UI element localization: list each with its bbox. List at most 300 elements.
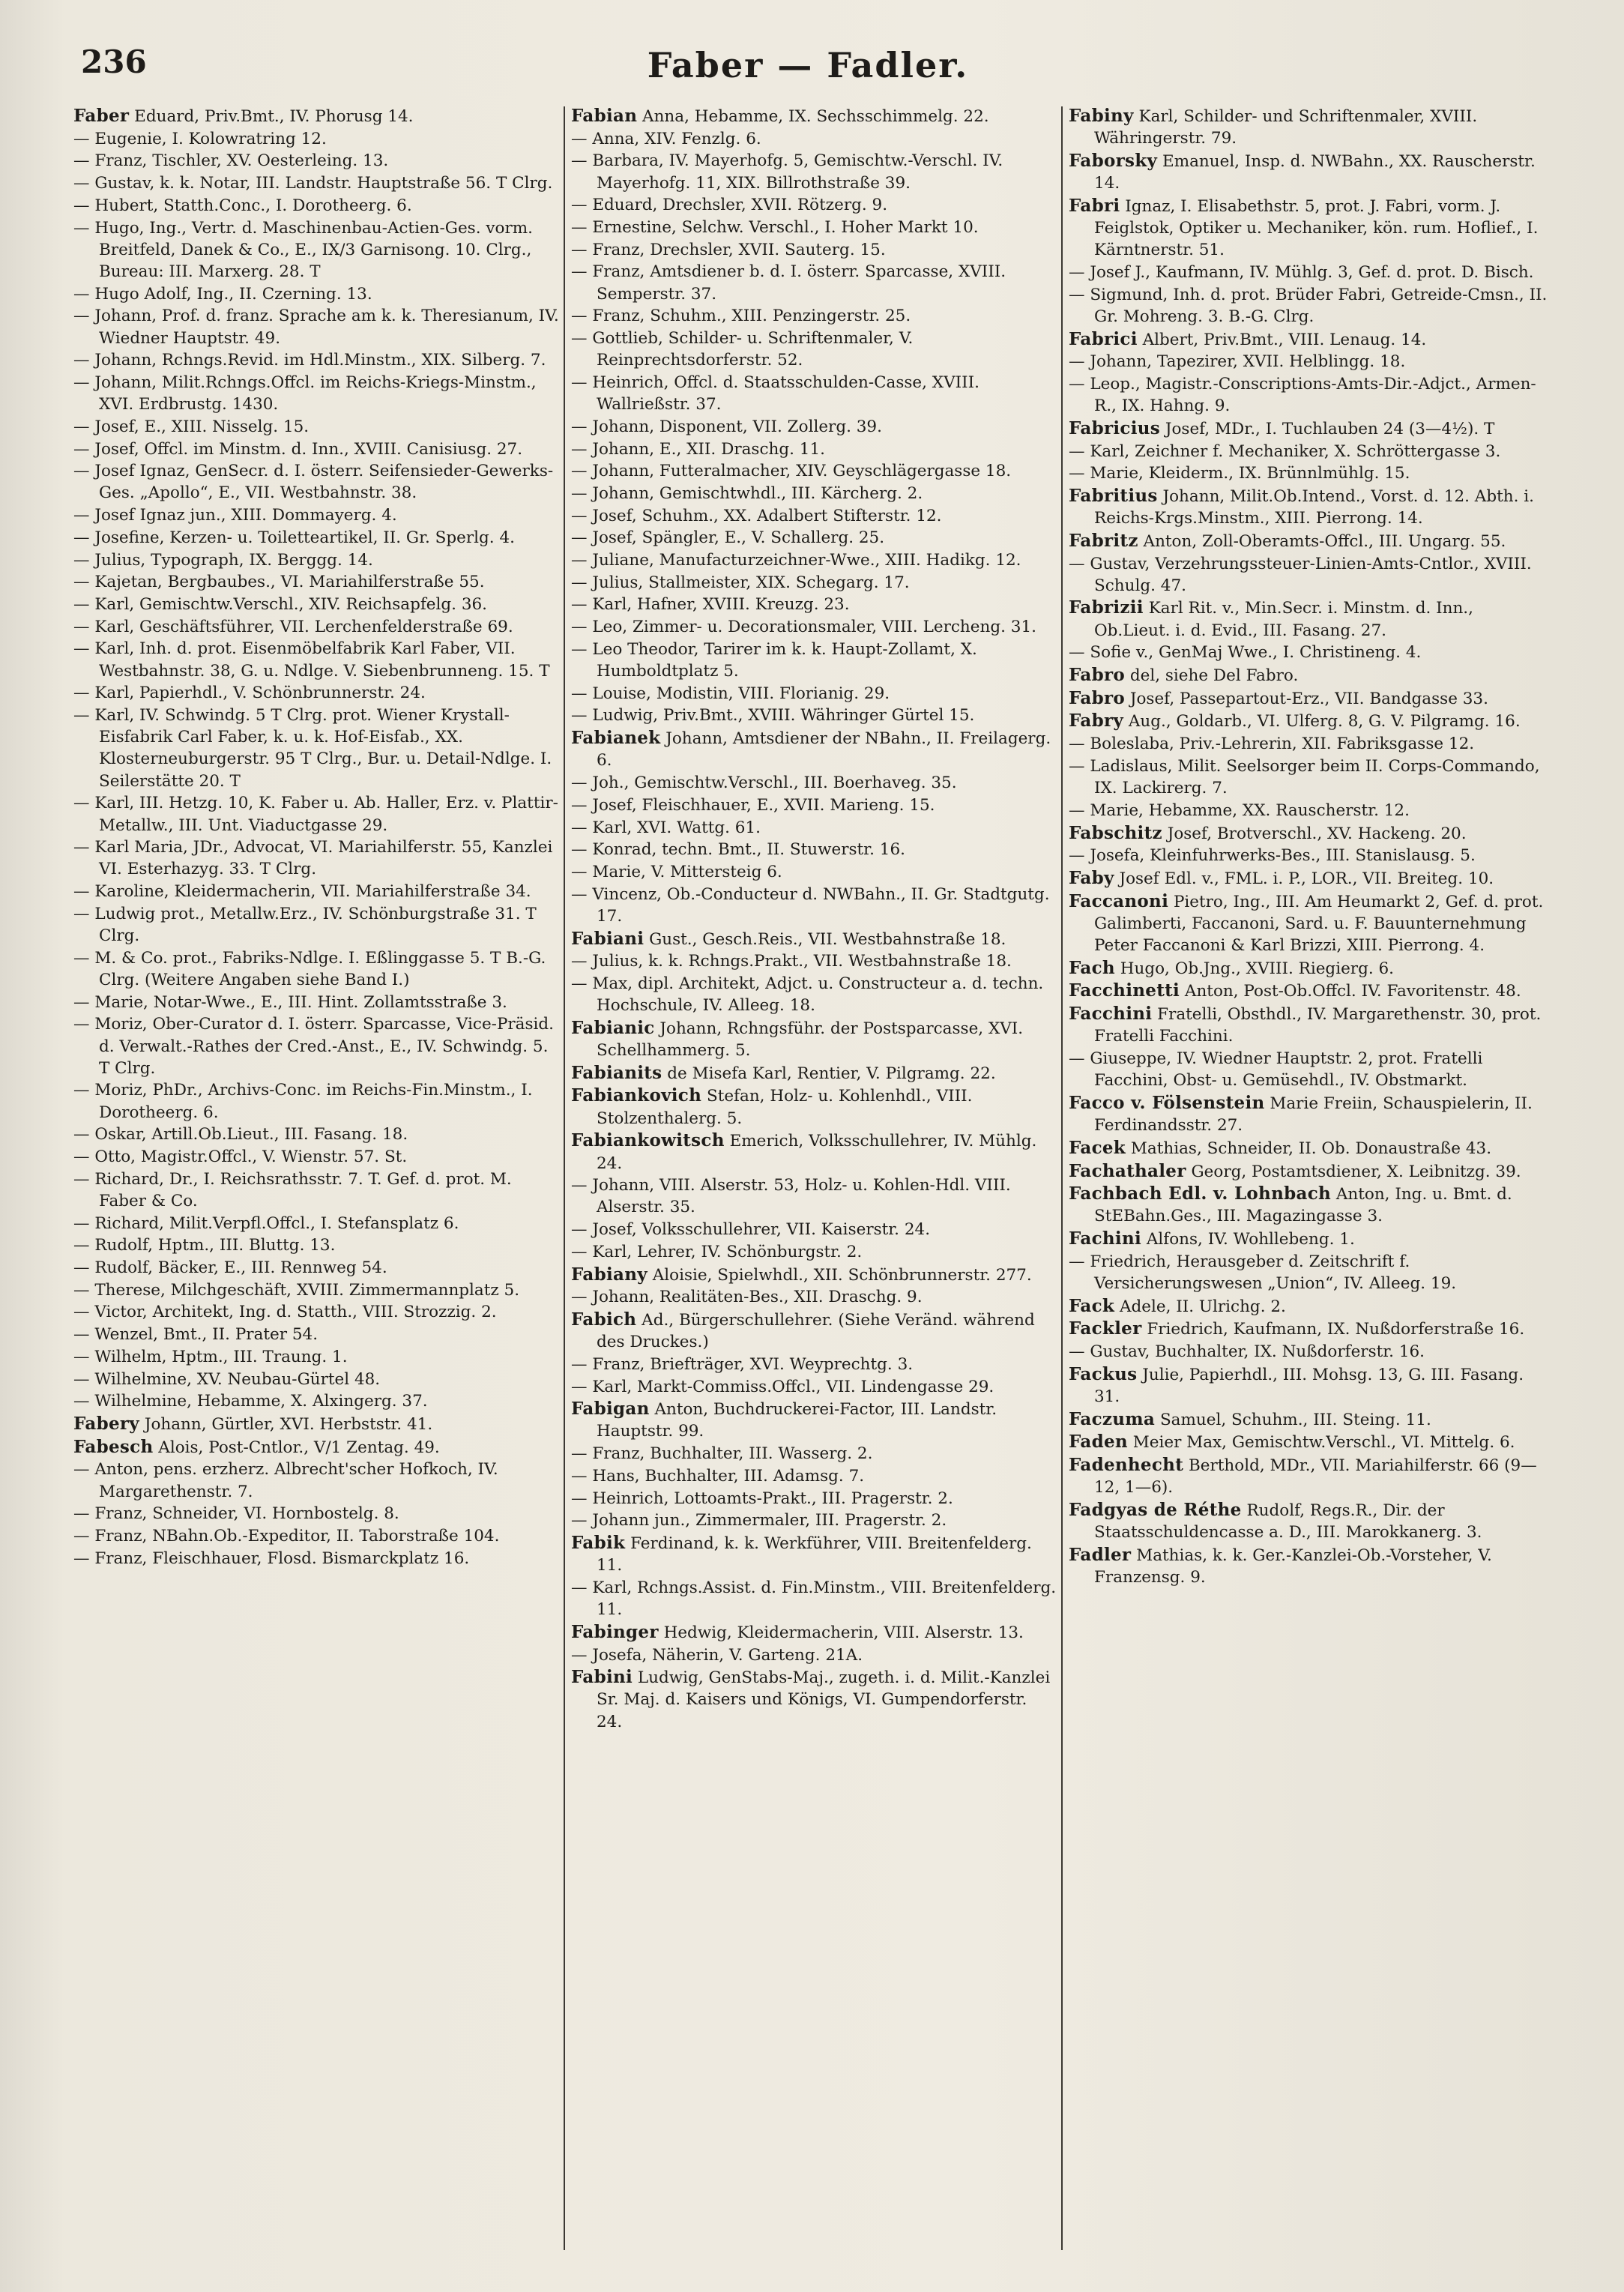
directory-entry: [73, 836, 559, 880]
page-header: [81, 43, 1535, 96]
entry-surname: Fabri: [1069, 195, 1120, 216]
directory-entry: [571, 261, 1057, 304]
entry-text: — Joh., Gemischtw.Verschl., III. Boerhaveg. 35.: [571, 773, 957, 793]
directory-entry: [73, 460, 559, 504]
directory-entry: [73, 1213, 559, 1234]
directory-entry: [571, 1219, 1057, 1240]
entry-text: Berthold, MDr., VII. Mariahilferstr. 66 (9—12, 1—6).: [1094, 1456, 1537, 1498]
directory-entry: [73, 1279, 559, 1301]
entry-text: Friedrich, Kaufmann, IX. Nußdorferstraße 16.: [1141, 1320, 1525, 1339]
entry-surname: Fachbach Edl. v. Lohnbach: [1069, 1183, 1332, 1204]
directory-entry: [1069, 867, 1554, 890]
entry-text: — Karl, Geschäftsführer, VII. Lerchenfelderstraße 69.: [73, 617, 513, 636]
directory-entry: [73, 947, 559, 991]
directory-entry: [73, 903, 559, 947]
directory-entry: [1069, 1003, 1554, 1047]
directory-entry: [571, 884, 1057, 927]
entry-text: — Franz, Tischler, XV. Oesterleing. 13.: [73, 151, 389, 171]
entry-text: — Ludwig, Priv.Bmt., XVIII. Währinger Gürtel 15.: [571, 706, 975, 726]
entry-text: — Josef Ignaz jun., XIII. Dommayerg. 4.: [73, 506, 397, 525]
entry-text: — Marie, V. Mittersteig 6.: [571, 862, 782, 881]
entry-text: — Josefine, Kerzen- u. Toiletteartikel, II. Gr. Sperlg. 4.: [73, 528, 515, 547]
directory-entry: [571, 772, 1057, 794]
entry-text: — Karl, Rchngs.Assist. d. Fin.Minstm., VIII. Breitenfelderg. 11.: [571, 1578, 1057, 1620]
entry-surname: Fabry: [1069, 711, 1124, 732]
directory-entry: [1069, 328, 1554, 351]
directory-entry: [73, 105, 559, 127]
directory-entry: [571, 217, 1057, 238]
directory-entry: [571, 194, 1057, 216]
entry-surname: Faczuma: [1069, 1408, 1156, 1429]
entry-surname: Fackus: [1069, 1363, 1138, 1384]
directory-entry: [1069, 1408, 1554, 1431]
entry-surname: Fadenhecht: [1069, 1455, 1184, 1476]
entry-text: — Wenzel, Bmt., II. Prater 54.: [73, 1325, 319, 1345]
directory-entry: [73, 1548, 559, 1569]
directory-entry: [1069, 1341, 1554, 1363]
entry-surname: Fabik: [571, 1533, 626, 1553]
directory-entry: [571, 105, 1057, 127]
directory-entry: [571, 239, 1057, 261]
entry-text: — Julius, Typograph, IX. Berggg. 14.: [73, 550, 373, 570]
directory-entry: [73, 682, 559, 704]
entry-text: — Sigmund, Inh. d. prot. Brüder Fabri, Getreide-Cmsn., II. Gr. Mohreng. 3. B.-G. Clrg.: [1069, 285, 1548, 326]
entry-text: Johann, Gürtler, XVI. Herbststr. 41.: [139, 1414, 433, 1434]
entry-text: — Johann, Futteralmacher, XIV. Geyschlägergasse 18.: [571, 462, 1012, 481]
entry-surname: Fabigan: [571, 1399, 650, 1420]
directory-entry: [73, 504, 559, 526]
directory-entry: [73, 549, 559, 571]
entry-text: — Heinrich, Lottoamts-Prakt., III. Pragerstr. 2.: [571, 1489, 953, 1508]
entry-text: Fratelli, Obsthdl., IV. Margarethenstr. 30, prot. Fratelli Facchini.: [1094, 1005, 1542, 1046]
directory-entry: [571, 727, 1057, 771]
entry-text: — Marie, Notar-Wwe., E., III. Hint. Zollamtsstraße 3.: [73, 992, 507, 1012]
entry-text: — Juliane, Manufacturzeichner-Wwe., XIII. Hadikg. 12.: [571, 551, 1021, 570]
entry-text: Alfons, IV. Wohllebeng. 1.: [1141, 1230, 1355, 1249]
entry-text: Pietro, Ing., III. Am Heumarkt 2, Gef. d. prot. Galimberti, Faccanoni, Sard. u. F. Bauunternehmung Peter Faccanoni & Karl Brizzi, XIII. Pierrong. 4.: [1094, 892, 1544, 956]
entry-text: — Josef Ignaz, GenSecr. d. I. österr. Seifensieder-Gewerks-Ges. „Apollo“, E., VII. Westbahnstr. 38.: [73, 462, 554, 503]
entry-text: — Karl, IV. Schwindg. 5 T Clrg. prot. Wiener Krystall-Eisfabrik Carl Faber, k. u. k. Hof-Eisfab., XX. Klosterneuburgerstr. 95 T Clrg., Bur. u. Detail-Ndlge. I. Seilerstätte 20. T: [73, 705, 552, 791]
entry-text: Alois, Post-Cntlor., V/1 Zentag. 49.: [153, 1438, 440, 1457]
directory-entry: [1069, 485, 1554, 529]
directory-entry: [1069, 890, 1554, 957]
entry-text: — Josef, E., XIII. Nisselg. 15.: [73, 417, 310, 436]
entry-text: — Johann, Prof. d. franz. Sprache am k. k. Theresianum, IV. Wiedner Hauptstr. 49.: [73, 307, 559, 348]
directory-entry: [1069, 1318, 1554, 1340]
entry-surname: Fadgyas de Réthe: [1069, 1500, 1242, 1521]
directory-entry: [1069, 710, 1554, 732]
directory-entry: [1069, 462, 1554, 484]
directory-entry: [571, 1621, 1057, 1644]
directory-entry: [571, 861, 1057, 883]
entry-text: — Julius, k. k. Rchngs.Prakt., VII. Westbahnstraße 18.: [571, 952, 1012, 971]
entry-text: — Hugo, Ing., Vertr. d. Maschinenbau-Actien-Ges. vorm. Breitfeld, Danek & Co., E., IX/3 Garnisong. 10. Clrg., Bureau: III. Marxerg. 28. T: [73, 218, 533, 281]
entry-text: — Josef, Volksschullehrer, VII. Kaiserstr. 24.: [571, 1220, 931, 1240]
directory-entry: [571, 1577, 1057, 1620]
directory-entry: [1069, 530, 1554, 552]
directory-entry: [1069, 351, 1554, 373]
entry-text: — Karl, Gemischtw.Verschl., XIV. Reichsapfelg. 36.: [73, 594, 488, 614]
entry-surname: Fabesch: [73, 1436, 154, 1457]
directory-entry: [73, 283, 559, 305]
directory-entry: [571, 505, 1057, 527]
entry-text: — Johann, Tapezirer, XVII. Helblingg. 18.: [1069, 352, 1406, 372]
entry-text: Anna, Hebamme, IX. Sechsschimmelg. 22.: [637, 107, 989, 126]
entry-surname: Fabian: [571, 106, 638, 126]
directory-entry: [73, 195, 559, 217]
entry-text: Emanuel, Insp. d. NWBahn., XX. Rauscherstr. 14.: [1094, 151, 1536, 193]
entry-text: Ludwig, GenStabs-Maj., zugeth. i. d. Milit.-Kanzlei Sr. Maj. d. Kaisers und Königs, VI. Gumpendorferstr. 24.: [597, 1668, 1051, 1731]
directory-entry: [73, 1346, 559, 1368]
column-right: [1069, 105, 1554, 2264]
entry-text: — Friedrich, Herausgeber d. Zeitschrift f. Versicherungswesen „Union“, IV. Alleeg. 19.: [1069, 1252, 1457, 1294]
directory-entry: [571, 1666, 1057, 1733]
directory-entry: [1069, 800, 1554, 821]
entry-text: — Giuseppe, IV. Wiedner Hauptstr. 2, prot. Fratelli Facchini, Obst- u. Gemüsehdl., IV. Obstmarkt.: [1069, 1049, 1483, 1091]
directory-entry: [571, 1354, 1057, 1375]
directory-entry: [1069, 1295, 1554, 1318]
entry-text: Johann, Amtsdiener der NBahn., II. Freilagerg. 6.: [597, 729, 1051, 770]
entry-surname: Fabery: [73, 1413, 139, 1434]
directory-entry: [571, 928, 1057, 950]
entry-surname: Fabinger: [571, 1621, 659, 1642]
directory-entry: [571, 549, 1057, 571]
directory-entry: [571, 1309, 1057, 1353]
entry-text: Gust., Gesch.Reis., VII. Westbahnstraße 18.: [644, 929, 1006, 949]
entry-text: Johann, Rchngsführ. der Postsparcasse, XVI. Schellhammerg. 5.: [597, 1019, 1024, 1061]
directory-entry: [1069, 1251, 1554, 1294]
directory-entry: [1069, 664, 1554, 687]
entry-text: Johann, Milit.Ob.Intend., Vorst. d. 12. Abth. i. Reichs-Krgs.Minstm., XIII. Pierrong. 14.: [1094, 486, 1534, 528]
entry-text: — Karl, Zeichner f. Mechaniker, X. Schröttergasse 3.: [1069, 441, 1501, 461]
directory-entry: [73, 128, 559, 150]
entry-text: — Franz, Drechsler, XVII. Sauterg. 15.: [571, 240, 886, 259]
entry-surname: Faccanoni: [1069, 890, 1169, 911]
entry-text: — Moriz, PhDr., Archivs-Conc. im Reichs-Fin.Minstm., I. Dorotheerg. 6.: [73, 1081, 533, 1122]
directory-entry: [73, 594, 559, 615]
entry-surname: Fachathaler: [1069, 1160, 1186, 1181]
entry-surname: Faborsky: [1069, 150, 1158, 171]
directory-entry: [571, 1264, 1057, 1286]
directory-entry: [73, 705, 559, 792]
entry-text: Adele, II. Ulrichg. 2.: [1114, 1297, 1286, 1316]
entry-text: — Karl, Lehrer, IV. Schönburgstr. 2.: [571, 1242, 863, 1261]
entry-text: — Josef J., Kaufmann, IV. Mühlg. 3, Gef. d. prot. D. Bisch.: [1069, 262, 1534, 282]
directory-entry: [571, 128, 1057, 150]
directory-entry: [73, 438, 559, 460]
entry-text: — Gustav, Verzehrungssteuer-Linien-Amts-Cntlor., XVIII. Schulg. 47.: [1069, 554, 1532, 595]
entry-surname: Fackler: [1069, 1318, 1142, 1339]
entry-text: — Josefa, Kleinfuhrwerks-Bes., III. Stanislausg. 5.: [1069, 846, 1476, 866]
directory-entry: [73, 527, 559, 549]
directory-entry: [571, 328, 1057, 371]
entry-text: Josef, MDr., I. Tuchlauben 24 (3—4½). T: [1160, 419, 1495, 438]
directory-entry: [73, 1459, 559, 1502]
directory-entry: [571, 416, 1057, 438]
directory-entry: [73, 1436, 559, 1459]
entry-text: Anton, Ing. u. Bmt. d. StEBahn.Ges., III. Magazingasse 3.: [1094, 1185, 1512, 1226]
directory-entry: [73, 305, 559, 349]
directory-columns: [73, 105, 1557, 2264]
directory-entry: [1069, 1092, 1554, 1136]
entry-text: Marie Freiin, Schauspielerin, II. Ferdinandsstr. 27.: [1094, 1094, 1533, 1136]
entry-text: — Rudolf, Bäcker, E., III. Rennweg 54.: [73, 1258, 387, 1278]
entry-surname: Fabiany: [571, 1264, 648, 1285]
directory-entry: [73, 349, 559, 371]
directory-entry: [571, 438, 1057, 460]
directory-entry: [571, 683, 1057, 705]
directory-entry: [1069, 105, 1554, 149]
entry-surname: Fabianits: [571, 1062, 662, 1083]
directory-entry: [1069, 1048, 1554, 1091]
entry-text: — Karoline, Kleidermacherin, VII. Mariahilferstraße 34.: [73, 882, 531, 902]
directory-entry: [73, 416, 559, 438]
directory-entry: [571, 1174, 1057, 1218]
directory-entry: [73, 1079, 559, 1123]
entry-text: Mathias, Schneider, II. Ob. Donaustraße 43.: [1126, 1139, 1492, 1158]
directory-entry: [73, 1124, 559, 1145]
directory-entry: [1069, 642, 1554, 663]
entry-text: — Josef, Schuhm., XX. Adalbert Stifterstr. 12.: [571, 506, 942, 525]
directory-entry: [1069, 1228, 1554, 1250]
directory-entry: [73, 792, 559, 836]
entry-text: — Ludwig prot., Metallw.Erz., IV. Schönburgstraße 31. T Clrg.: [73, 904, 537, 946]
directory-entry: [571, 705, 1057, 726]
entry-text: — Franz, NBahn.Ob.-Expeditor, II. Taborstraße 104.: [73, 1527, 500, 1545]
entry-text: — Boleslaba, Priv.-Lehrerin, XII. Fabriksgasse 12.: [1069, 735, 1475, 754]
entry-text: del, siehe Del Fabro.: [1125, 666, 1299, 686]
directory-entry: [1069, 1160, 1554, 1183]
entry-text: — Johann, Realitäten-Bes., XII. Draschg. 9.: [571, 1288, 923, 1307]
entry-surname: Facco v. Fölsenstein: [1069, 1092, 1265, 1113]
entry-text: — Victor, Architekt, Ing. d. Statth., VIII. Strozzig. 2.: [73, 1303, 497, 1322]
entry-surname: Fack: [1069, 1295, 1115, 1316]
entry-text: — Kajetan, Bergbaubes., VI. Mariahilferstraße 55.: [73, 573, 485, 592]
entry-text: — Hans, Buchhalter, III. Adamsg. 7.: [571, 1466, 865, 1486]
directory-entry: [571, 1398, 1057, 1442]
entry-text: Aloisie, Spielwhdl., XII. Schönbrunnerstr. 277.: [647, 1265, 1032, 1285]
directory-entry: [571, 483, 1057, 504]
entry-surname: Fabritz: [1069, 530, 1138, 551]
directory-entry: [1069, 262, 1554, 283]
entry-text: Anton, Zoll-Oberamts-Offcl., III. Ungarg. 55.: [1138, 531, 1506, 551]
entry-text: — Wilhelm, Hptm., III. Traung. 1.: [73, 1347, 348, 1366]
entry-text: — Karl, Markt-Commiss.Offcl., VII. Lindengasse 29.: [571, 1377, 994, 1396]
entry-text: Ignaz, I. Elisabethstr. 5, prot. J. Fabri, vorm. J. Feiglstok, Optiker u. Mechaniker, kön. rum. Hoflief., I. Kärntnerstr. 51.: [1094, 196, 1539, 260]
entry-surname: Facchini: [1069, 1004, 1153, 1025]
entry-text: — Louise, Modistin, VIII. Florianig. 29.: [571, 684, 890, 703]
directory-entry: [73, 638, 559, 681]
directory-entry: [571, 794, 1057, 816]
directory-entry: [1069, 1137, 1554, 1159]
entry-text: — Heinrich, Offcl. d. Staatsschulden-Casse, XVIII. Wallrießstr. 37.: [571, 373, 979, 414]
entry-text: — Max, dipl. Architekt, Adjct. u. Constructeur a. d. techn. Hochschule, IV. Alleeg. 18.: [571, 974, 1044, 1016]
entry-surname: Fabrici: [1069, 328, 1138, 349]
entry-text: Josef Edl. v., FML. i. P., LOR., VII. Breiteg. 10.: [1114, 869, 1494, 888]
entry-surname: Fabiankovich: [571, 1085, 702, 1106]
directory-entry: [1069, 441, 1554, 462]
entry-text: — Franz, Fleischhauer, Flosd. Bismarckplatz 16.: [73, 1548, 470, 1568]
entry-text: Hugo, Ob.Jng., XVIII. Riegierg. 6.: [1114, 959, 1395, 978]
directory-entry: [73, 616, 559, 638]
entry-surname: Fabrizii: [1069, 597, 1144, 618]
directory-entry: [73, 217, 559, 283]
entry-text: — Wilhelmine, Hebamme, X. Alxingerg. 37.: [73, 1392, 428, 1411]
directory-entry: [1069, 284, 1554, 328]
directory-entry: [1069, 1499, 1554, 1543]
entry-text: — Johann, Rchngs.Revid. im Hdl.Minstm., XIX. Silberg. 7.: [73, 351, 546, 370]
entry-text: — Franz, Schuhm., XIII. Penzingerstr. 25.: [571, 307, 911, 326]
entry-text: Hedwig, Kleidermacherin, VIII. Alserstr. 13.: [658, 1623, 1024, 1642]
entry-text: — Konrad, techn. Bmt., II. Stuwerstr. 16.: [571, 840, 905, 860]
directory-entry: [73, 1324, 559, 1345]
entry-text: — Karl, III. Hetzg. 10, K. Faber u. Ab. Haller, Erz. v. Plattir-Metallw., III. Unt. Viaductgasse 29.: [73, 794, 558, 835]
entry-text: — Therese, Milchgeschäft, XVIII. Zimmermannplatz 5.: [73, 1280, 520, 1300]
directory-entry: [571, 839, 1057, 860]
entry-text: — Julius, Stallmeister, XIX. Schegarg. 17.: [571, 573, 910, 592]
entry-text: — Karl, Inh. d. prot. Eisenmöbelfabrik Karl Faber, VII. Westbahnstr. 38, G. u. Ndlge. V. Siebenbrunneng. 15. T: [73, 639, 550, 681]
directory-entry: [73, 172, 559, 194]
directory-entry: [571, 150, 1057, 193]
directory-entry: [571, 1286, 1057, 1308]
entry-surname: Fabricius: [1069, 417, 1161, 438]
directory-entry: [1069, 553, 1554, 597]
directory-entry: [73, 372, 559, 415]
entry-text: — Josef, Offcl. im Minstm. d. Inn., XVIII. Canisiusg. 27.: [73, 439, 523, 459]
entry-text: Anton, Buchdruckerei-Factor, III. Landstr. Hauptstr. 99.: [597, 1400, 997, 1441]
directory-entry: [1069, 417, 1554, 440]
entry-text: — Marie, Hebamme, XX. Rauscherstr. 12.: [1069, 800, 1410, 820]
entry-text: Stefan, Holz- u. Kohlenhdl., VIII. Stolzenthalerg. 5.: [597, 1087, 973, 1128]
entry-text: — Eduard, Drechsler, XVII. Rötzerg. 9.: [571, 196, 888, 215]
directory-entry: [1069, 733, 1554, 755]
column-left: [73, 105, 559, 2264]
directory-entry: [571, 1465, 1057, 1487]
entry-surname: Fabianic: [571, 1017, 655, 1038]
entry-surname: Fabro: [1069, 687, 1126, 708]
directory-entry: [1069, 1544, 1554, 1588]
directory-entry: [1069, 957, 1554, 980]
directory-entry: [571, 305, 1057, 327]
entry-text: Meier Max, Gemischtw.Verschl., VI. Mittelg. 6.: [1127, 1433, 1515, 1453]
entry-text: — Ernestine, Selchw. Verschl., I. Hoher Markt 10.: [571, 218, 979, 238]
entry-text: — Hugo Adolf, Ing., II. Czerning. 13.: [73, 284, 372, 304]
directory-entry: [73, 150, 559, 172]
entry-surname: Fabich: [571, 1309, 637, 1330]
entry-surname: Facchinetti: [1069, 980, 1180, 1001]
directory-entry: [1069, 597, 1554, 641]
directory-entry: [571, 973, 1057, 1016]
entry-surname: Fadler: [1069, 1545, 1132, 1565]
directory-entry: [571, 1644, 1057, 1666]
directory-entry: [571, 1130, 1057, 1174]
entry-text: — Rudolf, Hptm., III. Bluttg. 13.: [73, 1236, 336, 1255]
entry-text: — Franz, Buchhalter, III. Wasserg. 2.: [571, 1444, 873, 1464]
entry-text: — Johann, Milit.Rchngs.Offcl. im Reichs-Kriegs-Minstm., XVI. Erdbrustg. 1430.: [73, 373, 537, 414]
directory-entry: [1069, 980, 1554, 1002]
entry-text: — Karl, Hafner, XVIII. Kreuzg. 23.: [571, 595, 850, 615]
entry-text: — Richard, Milit.Verpfl.Offcl., I. Stefansplatz 6.: [73, 1213, 459, 1233]
entry-text: Josef, Passepartout-Erz., VII. Bandgasse 33.: [1125, 689, 1488, 708]
entry-text: — Johann, Gemischtwhdl., III. Kärcherg. 2.: [571, 483, 923, 503]
directory-entry: [1069, 1454, 1554, 1498]
entry-text: Julie, Papierhdl., III. Mohsg. 13, G. III. Fasang. 31.: [1094, 1365, 1524, 1407]
entry-surname: Fachini: [1069, 1228, 1141, 1249]
directory-entry: [73, 1525, 559, 1547]
entry-text: Ferdinand, k. k. Werkführer, VIII. Breitenfelderg. 11.: [597, 1534, 1032, 1575]
entry-surname: Faden: [1069, 1432, 1128, 1453]
entry-surname: Fabschitz: [1069, 822, 1162, 843]
entry-text: Rudolf, Regs.R., Dir. der Staatsschuldencasse a. D., III. Marokkanerg. 3.: [1094, 1501, 1482, 1542]
running-head: Faber — Fadler.: [647, 45, 969, 85]
directory-entry: [1069, 1431, 1554, 1453]
entry-text: — Vincenz, Ob.-Conducteur d. NWBahn., II. Gr. Stadtgutg. 17.: [571, 884, 1050, 926]
directory-entry: [571, 1062, 1057, 1085]
directory-entry: [571, 1532, 1057, 1576]
directory-entry: [73, 571, 559, 593]
entry-surname: Faber: [73, 106, 130, 126]
directory-entry: [571, 527, 1057, 549]
directory-entry: [571, 1241, 1057, 1263]
entry-text: — Johann, Disponent, VII. Zollerg. 39.: [571, 417, 882, 436]
entry-text: Karl Rit. v., Min.Secr. i. Minstm. d. Inn., Ob.Lieut. i. d. Evid., III. Fasang. 27.: [1094, 599, 1473, 640]
directory-entry: [571, 950, 1057, 972]
directory-entry: [1069, 1363, 1554, 1408]
entry-surname: Fabritius: [1069, 485, 1158, 506]
entry-text: — Hubert, Statth.Conc., I. Dorotheerg. 6.: [73, 196, 412, 215]
directory-entry: [73, 1257, 559, 1279]
entry-text: — Josef, Fleischhauer, E., XVII. Marieng. 15.: [571, 795, 935, 815]
directory-entry: [571, 1510, 1057, 1531]
directory-entry: [1069, 822, 1554, 845]
entry-text: — Johann jun., Zimmermaler, III. Pragerstr. 2.: [571, 1511, 947, 1530]
entry-text: — Karl Maria, JDr., Advocat, VI. Mariahilferstr. 55, Kanzlei VI. Esterhazyg. 33. T Clrg.: [73, 838, 553, 879]
entry-text: — Barbara, IV. Mayerhofg. 5, Gemischtw.-Verschl. IV. Mayerhofg. 11, XIX. Billrothstraße 39.: [571, 151, 1003, 193]
entry-text: Emerich, Volksschullehrer, IV. Mühlg. 24.: [597, 1132, 1037, 1173]
directory-entry: [1069, 150, 1554, 194]
entry-text: — Gustav, k. k. Notar, III. Landstr. Hauptstraße 56. T Clrg.: [73, 174, 553, 193]
directory-entry: [1069, 1183, 1554, 1227]
entry-text: Georg, Postamtsdiener, X. Leibnitzg. 39.: [1186, 1162, 1521, 1181]
entry-text: Josef, Brotverschl., XV. Hackeng. 20.: [1162, 824, 1467, 843]
directory-entry: [1069, 195, 1554, 262]
directory-entry: [571, 1443, 1057, 1465]
directory-entry: [1069, 373, 1554, 417]
directory-entry: [73, 992, 559, 1013]
directory-entry: [73, 1503, 559, 1525]
entry-surname: Fabini: [571, 1667, 633, 1688]
column-middle: [571, 105, 1057, 2264]
entry-surname: Fabianek: [571, 728, 661, 749]
entry-text: — Ladislaus, Milit. Seelsorger beim II. Corps-Commando, IX. Lackirerg. 7.: [1069, 756, 1540, 798]
entry-surname: Faby: [1069, 867, 1114, 888]
entry-text: Mathias, k. k. Ger.-Kanzlei-Ob.-Vorsteher, V. Franzensg. 9.: [1094, 1546, 1492, 1587]
entry-text: — Sofie v., GenMaj Wwe., I. Christineng. 4.: [1069, 643, 1422, 663]
entry-text: — Oskar, Artill.Ob.Lieut., III. Fasang. 18.: [73, 1125, 408, 1145]
entry-text: — Johann, VIII. Alserstr. 53, Holz- u. Kohlen-Hdl. VIII. Alserstr. 35.: [571, 1176, 1011, 1217]
directory-entry: [571, 372, 1057, 415]
entry-text: — Otto, Magistr.Offcl., V. Wienstr. 57. St.: [73, 1147, 408, 1167]
entry-text: Albert, Priv.Bmt., VIII. Lenaug. 14.: [1137, 330, 1427, 349]
directory-entry: [73, 1234, 559, 1256]
entry-text: — M. & Co. prot., Fabriks-Ndlge. I. Eßlinggasse 5. T B.-G. Clrg. (Weitere Angaben siehe Band I.): [73, 948, 546, 989]
entry-surname: Fach: [1069, 957, 1115, 978]
entry-text: — Franz, Briefträger, XVI. Weyprechtg. 3.: [571, 1354, 914, 1374]
entry-text: — Richard, Dr., I. Reichsrathsstr. 7. T. Gef. d. prot. M. Faber & Co.: [73, 1169, 512, 1210]
directory-entry: [571, 460, 1057, 482]
entry-text: Karl, Schilder- und Schriftenmaler, XVIII. Währingerstr. 79.: [1094, 107, 1478, 148]
directory-entry: [571, 1376, 1057, 1398]
